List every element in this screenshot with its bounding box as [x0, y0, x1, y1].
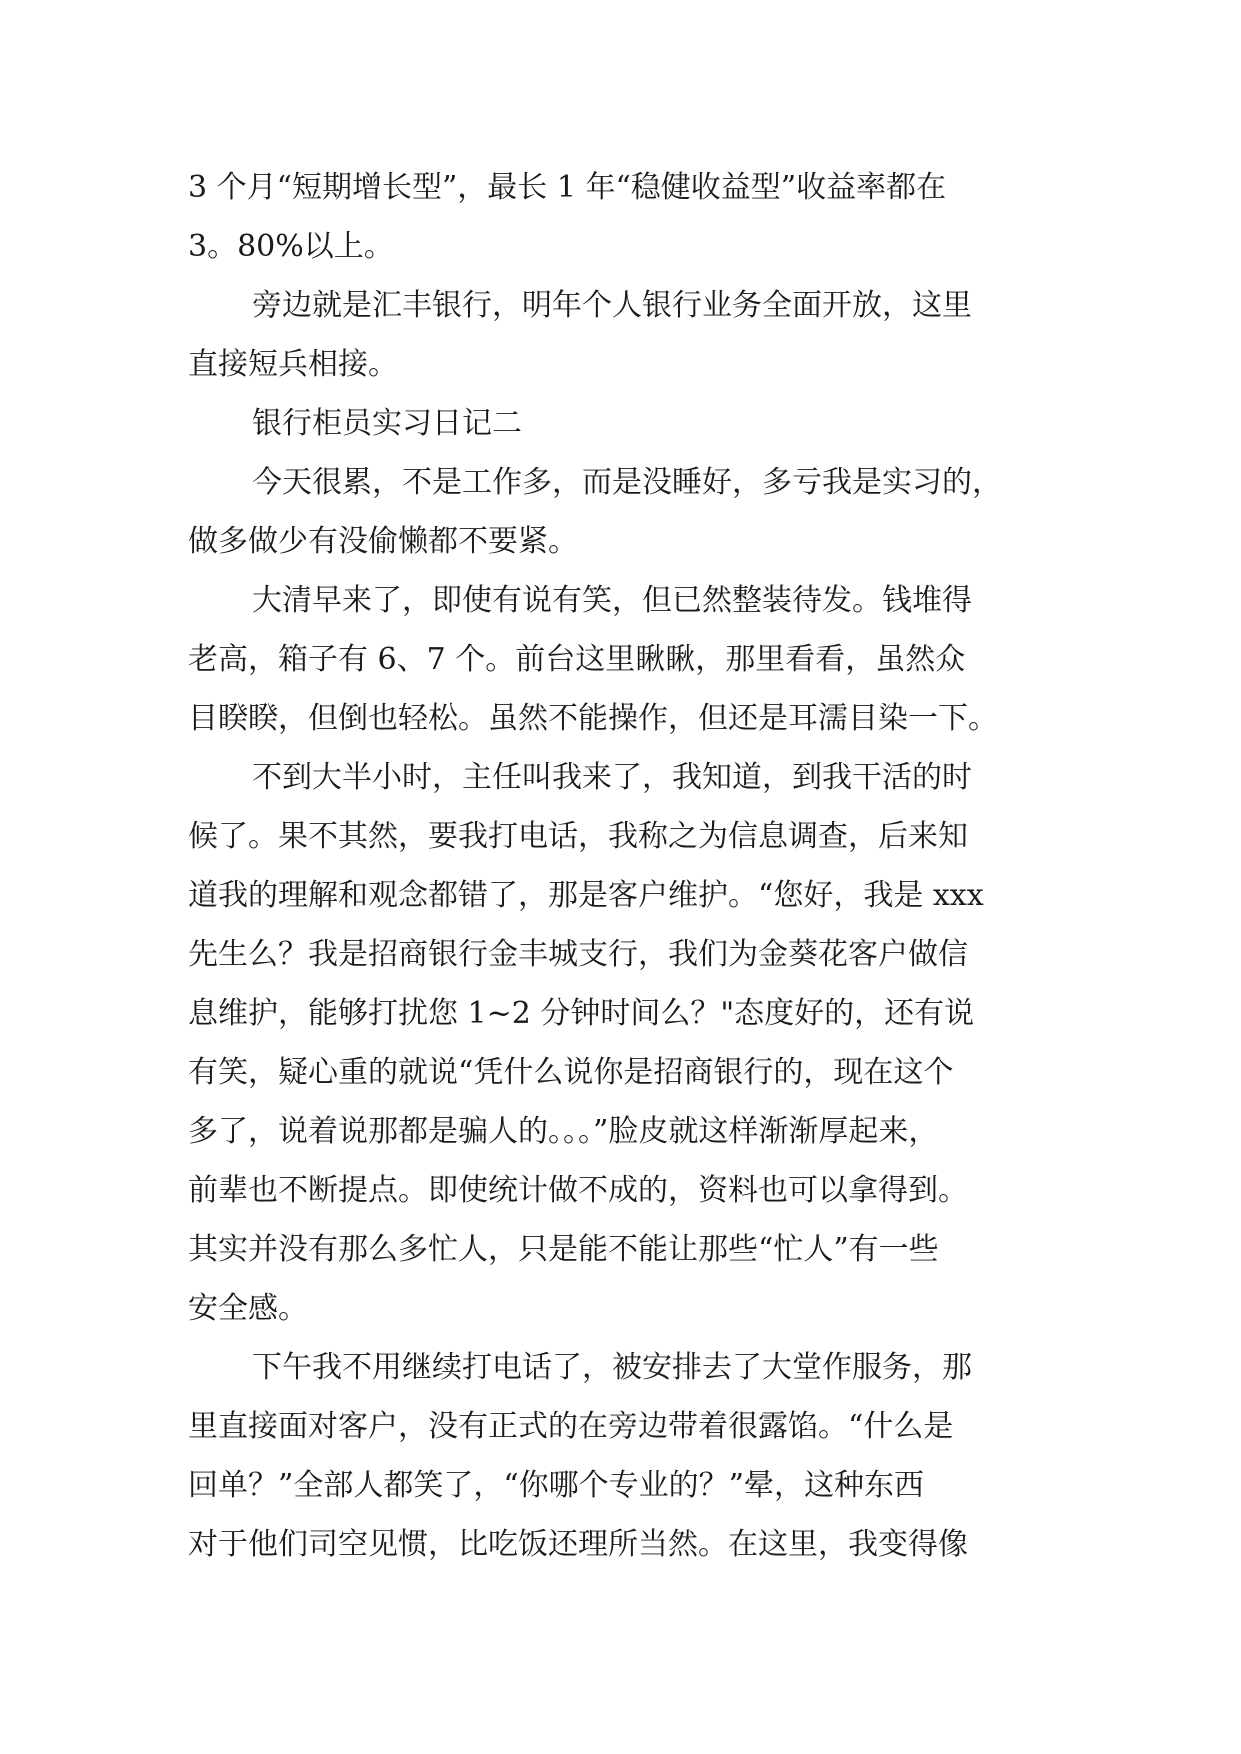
paragraph-start-line: 不到大半小时，主任叫我来了，我知道，到我干活的时 — [252, 760, 972, 795]
text-line: 前辈也不断提点。即使统计做不成的，资料也可以拿得到。 — [188, 1173, 968, 1208]
text-line: 直接短兵相接。 — [188, 347, 398, 382]
text-line: 道我的理解和观念都错了，那是客户维护。“您好，我是 xxx — [188, 878, 984, 913]
text-line: 息维护，能够打扰您 1~2 分钟时间么？"态度好的，还有说 — [188, 996, 975, 1031]
text-line: 里直接面对客户，没有正式的在旁边带着很露馅。“什么是 — [188, 1409, 954, 1444]
text-line: 做多做少有没偷懒都不要紧。 — [188, 524, 578, 559]
text-line: 候了。果不其然，要我打电话，我称之为信息调查，后来知 — [188, 819, 968, 854]
text-line: 3。80%以上。 — [188, 229, 394, 264]
text-line: 回单？”全部人都笑了，“你哪个专业的？”晕，这种东西 — [188, 1468, 925, 1503]
paragraph-start-line: 旁边就是汇丰银行，明年个人银行业务全面开放，这里 — [252, 288, 972, 323]
paragraph-start-line: 大清早来了，即使有说有笑，但已然整装待发。钱堆得 — [252, 583, 972, 618]
paragraph-start-line: 今天很累，不是工作多，而是没睡好，多亏我是实习的， — [252, 465, 1002, 500]
document-body — [188, 158, 1078, 1574]
paragraph-start-line: 下午我不用继续打电话了，被安排去了大堂作服务，那 — [252, 1350, 972, 1385]
text-line: 有笑，疑心重的就说“凭什么说你是招商银行的，现在这个 — [188, 1055, 954, 1090]
text-line: 老高，箱子有 6、7 个。前台这里瞅瞅，那里看看，虽然众 — [188, 642, 966, 677]
text-line: 其实并没有那么多忙人，只是能不能让那些“忙人”有一些 — [188, 1232, 939, 1267]
text-line: 对于他们司空见惯，比吃饭还理所当然。在这里，我变得像 — [188, 1527, 968, 1562]
text-line: 先生么？我是招商银行金丰城支行，我们为金葵花客户做信 — [188, 937, 968, 972]
section-heading: 银行柜员实习日记二 — [252, 406, 522, 441]
text-line: 多了，说着说那都是骗人的。。。”脸皮就这样渐渐厚起来， — [188, 1114, 939, 1149]
text-line: 3 个月“短期增长型”，最长 1 年“稳健收益型”收益率都在 — [188, 170, 947, 205]
text-line: 目睽睽，但倒也轻松。虽然不能操作，但还是耳濡目染一下。 — [188, 701, 998, 736]
text-line: 安全感。 — [188, 1291, 308, 1326]
